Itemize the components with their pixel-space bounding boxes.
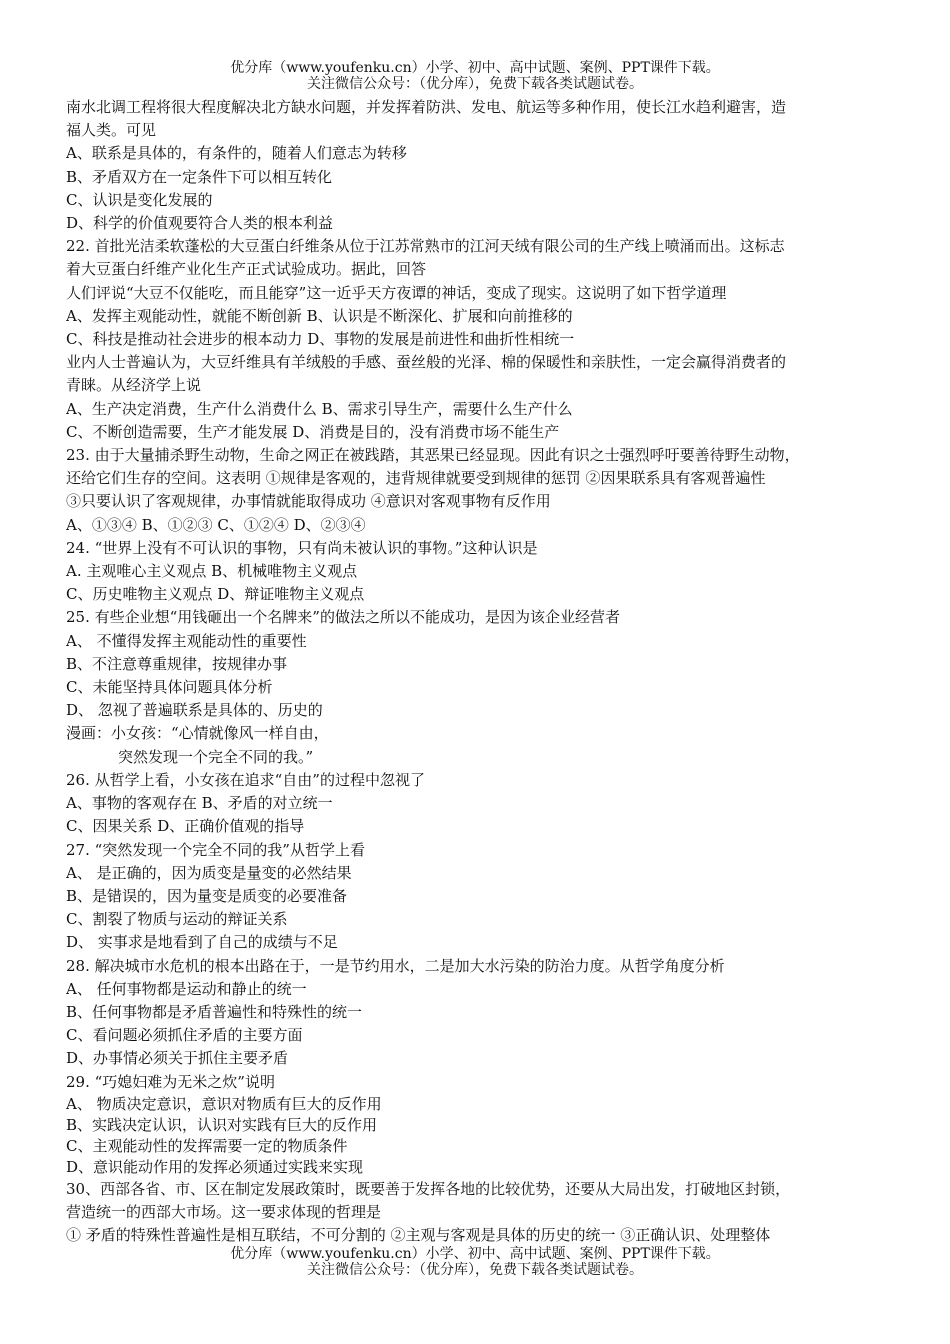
page-header bbox=[0, 60, 950, 92]
option-line: D、意识能动作用的发挥必须通过实践来实现 bbox=[66, 1157, 364, 1176]
option-line: C、不断创造需要，生产才能发展 D、消费是目的，没有消费市场不能生产 bbox=[66, 422, 560, 441]
question-28: 28. 解决城市水危机的根本出路在于，一是节约用水，二是加大水污染的防治力度。从哲学角度分析 bbox=[66, 956, 725, 975]
question-25: 25. 有些企业想“用钱砸出一个名牌来”的做法之所以不能成功，是因为该企业经营者 bbox=[66, 608, 620, 627]
option-line: A、 是正确的，因为质变是量变的必然结果 bbox=[66, 863, 352, 882]
text-line: 人们评说“大豆不仅能吃，而且能穿”这一近乎天方夜谭的神话，变成了现实。这说明了如下哲学道理 bbox=[66, 283, 727, 302]
option-line: D、科学的价值观要符合人类的根本利益 bbox=[66, 214, 334, 233]
text-line: 着大豆蛋白纤维产业化生产正式试验成功。据此，回答 bbox=[66, 260, 427, 279]
option-line: A、事物的客观存在 B、矛盾的对立统一 bbox=[66, 794, 333, 813]
option-line: A、①③④ B、①②③ C、①②④ D、②③④ bbox=[66, 515, 366, 534]
question-23: 23. 由于大量捕杀野生动物，生命之网正在被践踏，其恶果已经显现。因此有识之士强烈呼吁要善待野生动物， bbox=[66, 446, 800, 465]
option-line: A、 物质决定意识，意识对物质有巨大的反作用 bbox=[66, 1094, 382, 1113]
option-line: C、看问题必须抓住矛盾的主要方面 bbox=[66, 1026, 303, 1045]
text-line: 营造统一的西部大市场。这一要求体现的哲理是 bbox=[66, 1202, 382, 1221]
option-line: B、是错误的，因为量变是质变的必要准备 bbox=[66, 886, 348, 905]
text-line: 南水北调工程将很大程度解决北方缺水问题，并发挥着防洪、发电、航运等多种作用，使长江水趋利避害，造 bbox=[66, 98, 787, 116]
page-footer bbox=[0, 1246, 950, 1278]
question-29: 29. “巧媳妇难为无米之炊”说明 bbox=[66, 1072, 275, 1091]
header-line-2: 关注微信公众号：（优分库），免费下载各类试题试卷。 bbox=[307, 76, 643, 92]
header-line-1: 优分库（www.youfenku.cn）小学、初中、高中试题、案例、PPT课件下载。 bbox=[230, 60, 720, 76]
option-line: A. 主观唯心主义观点 B、机械唯物主义观点 bbox=[66, 562, 358, 581]
text-line: ① 矛盾的特殊性普遍性是相互联结，不可分割的 ②主观与客观是具体的历史的统一 ③正确认识、处理整体 bbox=[66, 1226, 771, 1245]
option-line: D、办事情必须关于抓住主要矛盾 bbox=[66, 1049, 289, 1068]
option-line: A、发挥主观能动性，就能不断创新 B、认识是不断深化、扩展和向前推移的 bbox=[66, 306, 573, 325]
option-line: B、任何事物都是矛盾普遍性和特殊性的统一 bbox=[66, 1002, 363, 1021]
option-line: B、矛盾双方在一定条件下可以相互转化 bbox=[66, 167, 333, 186]
comic-caption-continued: 突然发现一个完全不同的我。” bbox=[118, 747, 314, 766]
comic-caption: 漫画：小女孩：“心情就像风一样自由， bbox=[66, 724, 329, 743]
option-line: D、 忽视了普遍联系是具体的、历史的 bbox=[66, 701, 323, 720]
option-line: B、实践决定认识，认识对实践有巨大的反作用 bbox=[66, 1115, 378, 1134]
option-line: C、历史唯物主义观点 D、辩证唯物主义观点 bbox=[66, 585, 365, 604]
text-line: ③只要认识了客观规律，办事情就能取得成功 ④意识对客观事物有反作用 bbox=[66, 492, 551, 511]
question-30: 30、西部各省、市、区在制定发展政策时，既要善于发挥各地的比较优势，还要从大局出发，打破地区封锁， bbox=[66, 1179, 791, 1198]
question-26: 26. 从哲学上看，小女孩在追求“自由”的过程中忽视了 bbox=[66, 770, 425, 789]
option-line: A、生产决定消费，生产什么消费什么 B、需求引导生产，需要什么生产什么 bbox=[66, 399, 573, 418]
text-line: 业内人士普遍认为，大豆纤维具有羊绒般的手感、蚕丝般的光泽、棉的保暖性和亲肤性，一定会赢得消费者的 bbox=[66, 353, 787, 372]
option-line: A、联系是具体的，有条件的，随着人们意志为转移 bbox=[66, 144, 407, 163]
text-line: 还给它们生存的空间。这表明 ①规律是客观的，违背规律就要受到规律的惩罚 ②因果联系具有客观普遍性 bbox=[66, 469, 766, 488]
option-line: C、科技是推动社会进步的根本动力 D、事物的发展是前进性和曲折性相统一 bbox=[66, 330, 575, 349]
footer-line-2: 关注微信公众号：（优分库），免费下载各类试题试卷。 bbox=[307, 1262, 643, 1278]
option-line: C、未能坚持具体问题具体分析 bbox=[66, 678, 273, 697]
option-line: C、割裂了物质与运动的辩证关系 bbox=[66, 910, 288, 929]
question-22: 22. 首批光洁柔软蓬松的大豆蛋白纤维条从位于江苏常熟市的江河天绒有限公司的生产线上喷涌而出。这标志 bbox=[66, 237, 785, 256]
option-line: C、认识是变化发展的 bbox=[66, 190, 213, 209]
footer-line-1: 优分库（www.youfenku.cn）小学、初中、高中试题、案例、PPT课件下载。 bbox=[230, 1246, 720, 1262]
option-line: A、 不懂得发挥主观能动性的重要性 bbox=[66, 631, 307, 650]
option-line: C、主观能动性的发挥需要一定的物质条件 bbox=[66, 1136, 348, 1155]
question-24: 24. “世界上没有不可认识的事物，只有尚未被认识的事物。”这种认识是 bbox=[66, 538, 538, 557]
option-line: B、不注意尊重规律，按规律办事 bbox=[66, 654, 288, 673]
question-text bbox=[66, 96, 888, 1247]
option-line: D、 实事求是地看到了自己的成绩与不足 bbox=[66, 933, 338, 952]
option-line: A、 任何事物都是运动和静止的统一 bbox=[66, 979, 307, 998]
text-line: 福人类。可见 bbox=[66, 121, 157, 140]
option-line: C、因果关系 D、正确价值观的指导 bbox=[66, 817, 305, 836]
question-27: 27. “突然发现一个完全不同的我”从哲学上看 bbox=[66, 840, 365, 859]
text-line: 青睐。从经济学上说 bbox=[66, 376, 202, 395]
